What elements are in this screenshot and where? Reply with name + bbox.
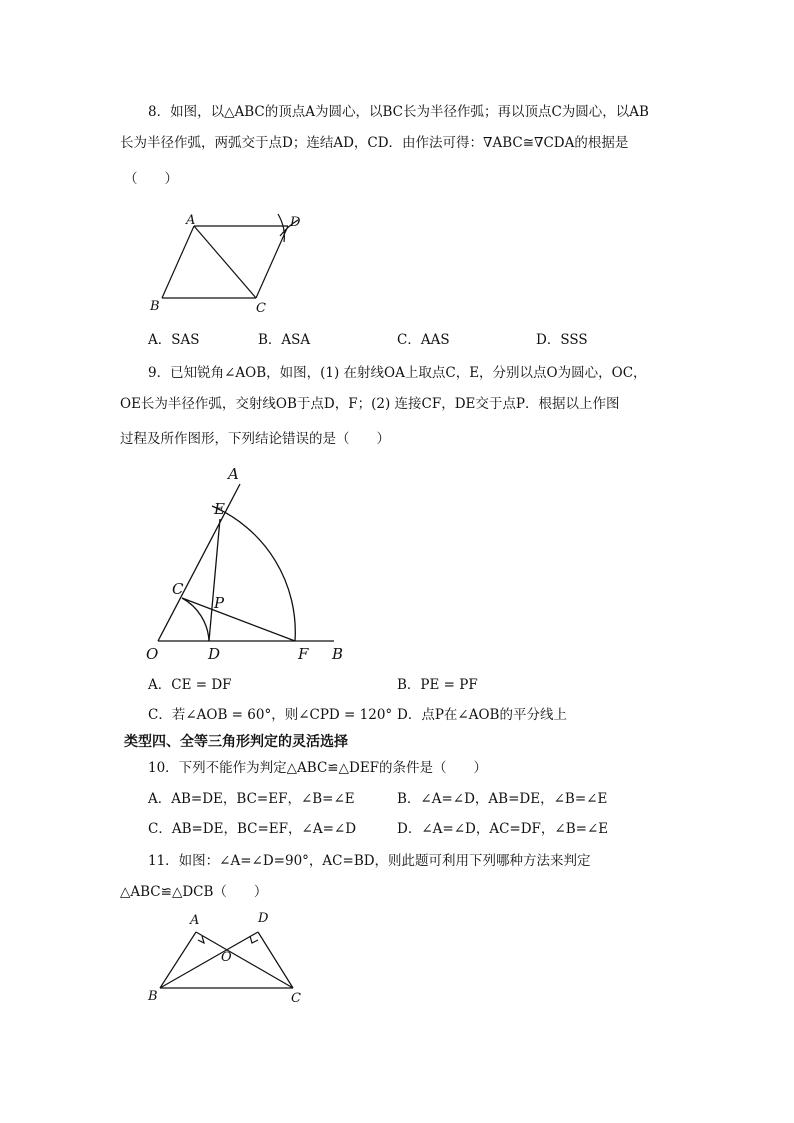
q11-line-2: △ABC≌△DCB（ ） bbox=[120, 884, 268, 900]
q9-label-A: A bbox=[228, 465, 239, 483]
q11-label-A: A bbox=[190, 913, 200, 928]
q11-label-C: C bbox=[291, 991, 301, 1006]
q9-option-b[interactable]: B．PE = PF bbox=[397, 677, 478, 693]
q9-label-P: P bbox=[214, 594, 225, 612]
q10-option-a[interactable]: A．AB=DE，BC=EF，∠B=∠E bbox=[148, 791, 355, 807]
q9-label-O: O bbox=[146, 645, 159, 663]
q9-line-2: OE长为半径作弧，交射线OB于点D，F；(2) 连接CF，DE交于点P．根据以上作图 bbox=[120, 396, 620, 412]
q8-line-2: 长为半径作弧，两弧交于点D；连结AD，CD．由作法可得：∇ABC≅∇CDA的根据是 bbox=[120, 135, 629, 151]
section-heading: 类型四、全等三角形判定的灵活选择 bbox=[124, 734, 348, 750]
q9-line-1: 9．已知锐角∠AOB，如图，(1) 在射线OA上取点C，E，分别以点O为圆心，OC， bbox=[148, 365, 647, 381]
q8-label-A: A bbox=[186, 213, 196, 228]
q8-answer-paren: （ ） bbox=[124, 171, 178, 187]
q9-label-C: C bbox=[172, 580, 184, 598]
q9-label-D: D bbox=[208, 645, 221, 663]
q10-option-d[interactable]: D．∠A=∠D，AC=DF，∠B=∠E bbox=[397, 821, 609, 837]
q10-option-b[interactable]: B．∠A=∠D，AB=DE，∠B=∠E bbox=[397, 791, 608, 807]
q8-option-a[interactable]: A．SAS bbox=[148, 332, 200, 348]
q9-option-a[interactable]: A．CE = DF bbox=[148, 677, 232, 693]
q11-label-O: O bbox=[221, 950, 232, 965]
q8-label-B: B bbox=[150, 299, 160, 314]
q8-label-D: D bbox=[290, 215, 301, 230]
q9-label-F: F bbox=[298, 645, 309, 663]
q8-option-b[interactable]: B．ASA bbox=[258, 332, 311, 348]
q8-option-d[interactable]: D．SSS bbox=[536, 332, 588, 348]
q11-line-1: 11．如图：∠A=∠D=90°，AC=BD，则此题可利用下列哪种方法来判定 bbox=[148, 853, 591, 869]
q10-stem: 10．下列不能作为判定△ABC≌△DEF的条件是（ ） bbox=[148, 760, 488, 776]
q9-option-c[interactable]: C．若∠AOB = 60°，则∠CPD = 120° bbox=[148, 707, 393, 723]
q11-label-D: D bbox=[258, 911, 269, 926]
q8-line-1: 8．如图，以△ABC的顶点A为圆心，以BC长为半径作弧；再以顶点C为圆心，以AB bbox=[148, 104, 649, 120]
q9-line-3: 过程及所作图形，下列结论错误的是（ ） bbox=[120, 431, 390, 447]
q9-option-d[interactable]: D．点P在∠AOB的平分线上 bbox=[397, 707, 567, 723]
q8-label-C: C bbox=[256, 301, 266, 316]
q9-label-E: E bbox=[214, 500, 225, 518]
q10-option-c[interactable]: C．AB=DE，BC=EF，∠A=∠D bbox=[148, 821, 357, 837]
q11-label-B: B bbox=[148, 989, 158, 1004]
q9-label-B: B bbox=[332, 645, 344, 663]
q8-option-c[interactable]: C．AAS bbox=[397, 332, 450, 348]
